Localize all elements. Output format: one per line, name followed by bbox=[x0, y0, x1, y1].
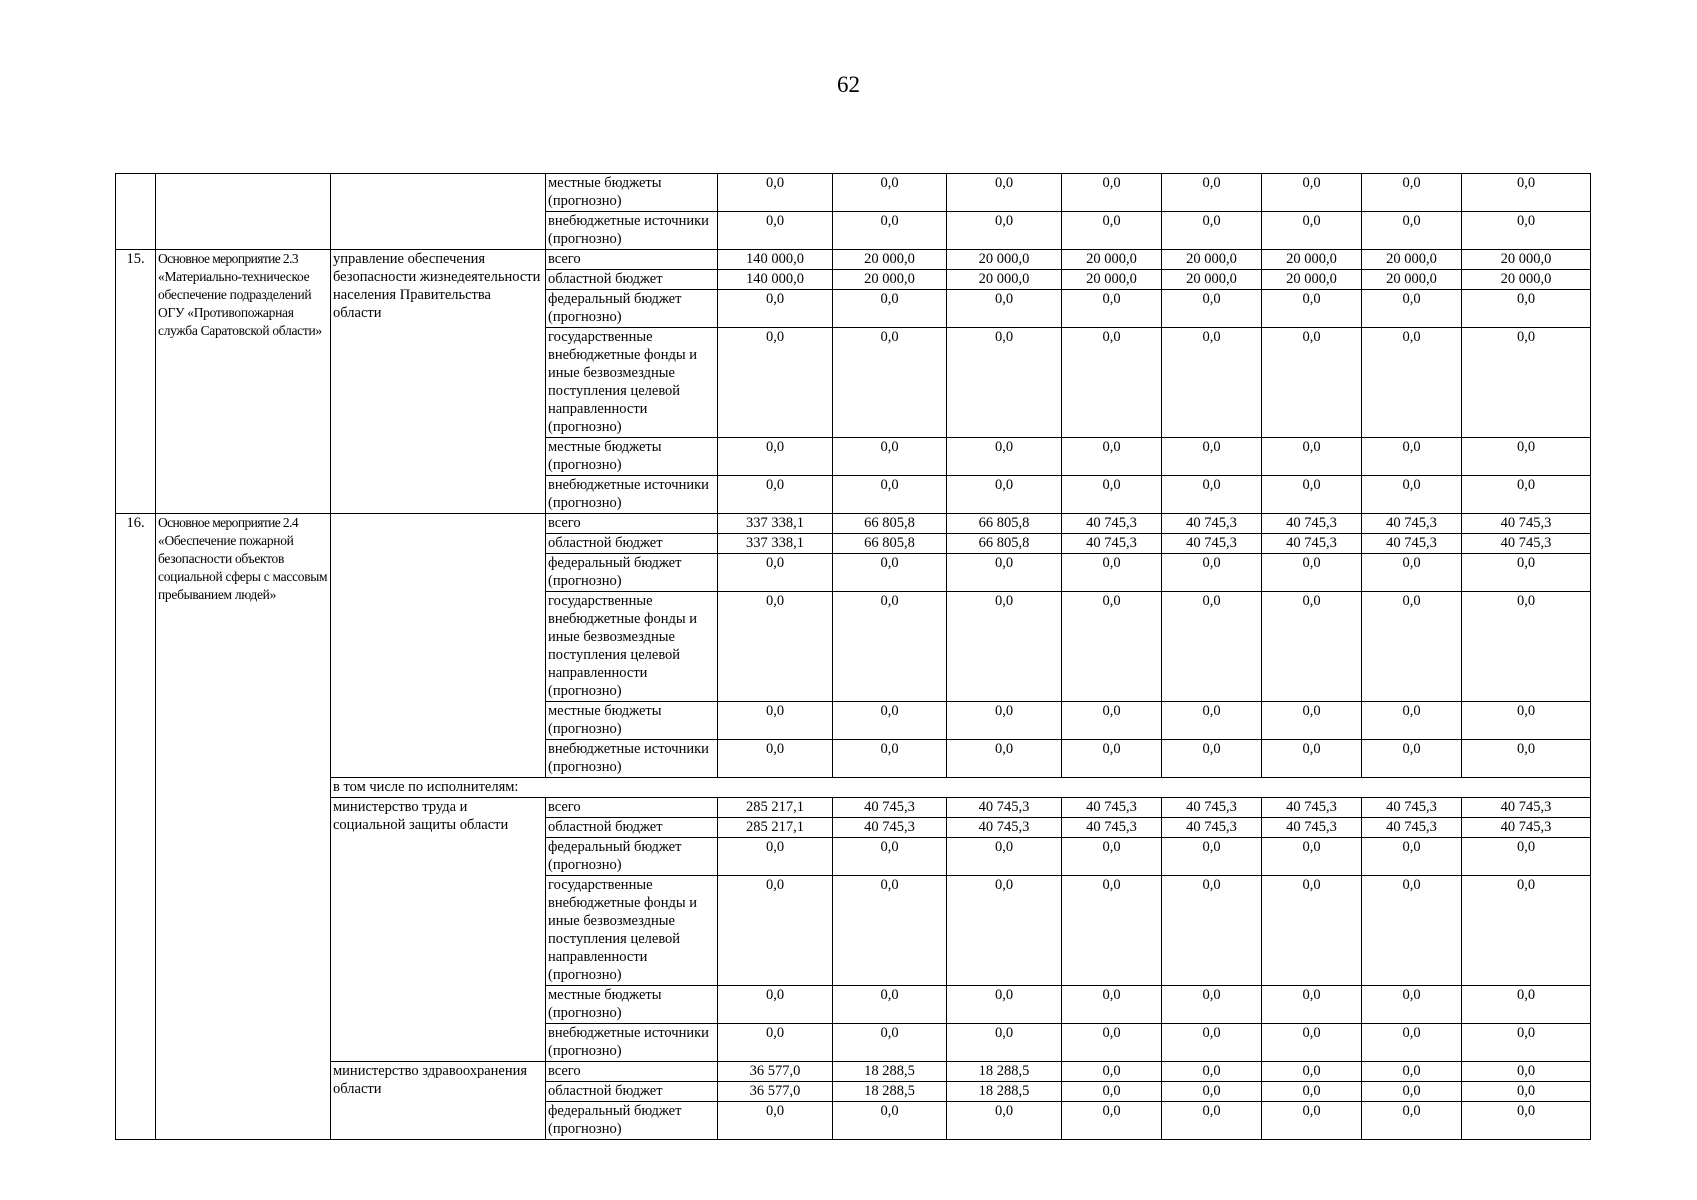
funding-source-cell: федеральный бюджет (прогнозно) bbox=[546, 1102, 718, 1140]
funding-source-cell: областной бюджет bbox=[546, 818, 718, 838]
value-cell: 40 745,3 bbox=[833, 798, 947, 818]
funding-source-cell: внебюджетные источники (прогнозно) bbox=[546, 1024, 718, 1062]
value-cell: 40 745,3 bbox=[833, 818, 947, 838]
executor-cell: министерство труда и социальной защиты области bbox=[331, 798, 546, 1062]
value-cell: 0,0 bbox=[1262, 1102, 1362, 1140]
value-cell: 0,0 bbox=[947, 554, 1062, 592]
value-cell: 0,0 bbox=[1362, 876, 1462, 986]
value-cell: 0,0 bbox=[1162, 838, 1262, 876]
funding-source-cell: местные бюджеты (прогнозно) bbox=[546, 174, 718, 212]
value-cell: 0,0 bbox=[1062, 328, 1162, 438]
value-cell: 66 805,8 bbox=[833, 514, 947, 534]
value-cell: 0,0 bbox=[1262, 1062, 1362, 1082]
value-cell: 20 000,0 bbox=[1362, 250, 1462, 270]
event-title: «Материально-техническое обеспечение подразделений ОГУ «Противопожарная служба Саратовской области» bbox=[158, 269, 322, 338]
value-cell: 0,0 bbox=[1462, 838, 1591, 876]
value-cell: 0,0 bbox=[718, 476, 833, 514]
value-cell: 0,0 bbox=[1462, 876, 1591, 986]
value-cell: 0,0 bbox=[947, 702, 1062, 740]
value-cell: 0,0 bbox=[833, 212, 947, 250]
value-cell: 20 000,0 bbox=[1162, 270, 1262, 290]
value-cell: 0,0 bbox=[1062, 476, 1162, 514]
value-cell: 20 000,0 bbox=[1462, 250, 1591, 270]
value-cell: 0,0 bbox=[1462, 592, 1591, 702]
value-cell: 0,0 bbox=[947, 212, 1062, 250]
value-cell: 40 745,3 bbox=[1262, 514, 1362, 534]
value-cell: 0,0 bbox=[1362, 290, 1462, 328]
event-title: «Обеспечение пожарной безопасности объектов социальной сферы с массовым пребыванием людей» bbox=[158, 533, 328, 602]
value-cell: 0,0 bbox=[1262, 702, 1362, 740]
event-name-cell bbox=[156, 250, 331, 514]
value-cell: 0,0 bbox=[1362, 986, 1462, 1024]
page-number: 62 bbox=[837, 72, 860, 97]
funding-source-cell: местные бюджеты (прогнозно) bbox=[546, 702, 718, 740]
value-cell: 0,0 bbox=[718, 702, 833, 740]
value-cell: 0,0 bbox=[1262, 174, 1362, 212]
value-cell: 0,0 bbox=[718, 1102, 833, 1140]
table-row bbox=[116, 798, 1591, 818]
value-cell: 40 745,3 bbox=[1462, 514, 1591, 534]
value-cell: 40 745,3 bbox=[947, 798, 1062, 818]
value-cell: 0,0 bbox=[1262, 328, 1362, 438]
value-cell: 285 217,1 bbox=[718, 798, 833, 818]
value-cell: 0,0 bbox=[833, 328, 947, 438]
value-cell: 0,0 bbox=[833, 1102, 947, 1140]
value-cell: 0,0 bbox=[947, 328, 1062, 438]
event-lead: Основное мероприятие 2.3 bbox=[158, 251, 299, 266]
funding-source-cell: областной бюджет bbox=[546, 534, 718, 554]
value-cell: 0,0 bbox=[947, 290, 1062, 328]
value-cell: 0,0 bbox=[833, 476, 947, 514]
value-cell: 40 745,3 bbox=[1062, 514, 1162, 534]
value-cell: 0,0 bbox=[833, 986, 947, 1024]
value-cell: 40 745,3 bbox=[1162, 818, 1262, 838]
funding-source-cell: областной бюджет bbox=[546, 1082, 718, 1102]
table-row bbox=[116, 174, 1591, 212]
value-cell: 0,0 bbox=[1462, 1102, 1591, 1140]
value-cell: 0,0 bbox=[1062, 1082, 1162, 1102]
value-cell: 0,0 bbox=[1162, 554, 1262, 592]
value-cell: 40 745,3 bbox=[1462, 534, 1591, 554]
executors-note: в том числе по исполнителям: bbox=[331, 778, 1591, 798]
table-row bbox=[116, 1062, 1591, 1082]
value-cell: 0,0 bbox=[718, 328, 833, 438]
event-name-cell bbox=[156, 174, 331, 250]
value-cell: 40 745,3 bbox=[1062, 534, 1162, 554]
value-cell: 0,0 bbox=[1162, 1102, 1262, 1140]
value-cell: 0,0 bbox=[1162, 328, 1262, 438]
value-cell: 40 745,3 bbox=[1162, 534, 1262, 554]
value-cell: 0,0 bbox=[1362, 1024, 1462, 1062]
value-cell: 0,0 bbox=[1262, 1082, 1362, 1102]
value-cell: 20 000,0 bbox=[1262, 250, 1362, 270]
event-name-cell bbox=[156, 514, 331, 1140]
value-cell: 0,0 bbox=[947, 986, 1062, 1024]
value-cell: 0,0 bbox=[1162, 1062, 1262, 1082]
value-cell: 0,0 bbox=[1362, 592, 1462, 702]
value-cell: 0,0 bbox=[718, 986, 833, 1024]
value-cell: 0,0 bbox=[1062, 438, 1162, 476]
value-cell: 0,0 bbox=[1162, 438, 1262, 476]
event-lead: Основное мероприятие 2.4 bbox=[158, 515, 299, 530]
value-cell: 0,0 bbox=[1362, 476, 1462, 514]
value-cell: 0,0 bbox=[1162, 1082, 1262, 1102]
value-cell: 0,0 bbox=[947, 876, 1062, 986]
value-cell: 0,0 bbox=[947, 740, 1062, 778]
value-cell: 0,0 bbox=[1362, 174, 1462, 212]
value-cell: 0,0 bbox=[833, 740, 947, 778]
value-cell: 40 745,3 bbox=[1362, 798, 1462, 818]
value-cell: 0,0 bbox=[1262, 438, 1362, 476]
value-cell: 40 745,3 bbox=[1462, 798, 1591, 818]
table-row bbox=[116, 778, 1591, 798]
value-cell: 0,0 bbox=[1362, 438, 1462, 476]
value-cell: 0,0 bbox=[1062, 1062, 1162, 1082]
value-cell: 40 745,3 bbox=[1262, 798, 1362, 818]
value-cell: 0,0 bbox=[1162, 1024, 1262, 1062]
value-cell: 20 000,0 bbox=[947, 270, 1062, 290]
row-number-cell: 15. bbox=[116, 250, 156, 514]
value-cell: 0,0 bbox=[833, 702, 947, 740]
value-cell: 0,0 bbox=[947, 476, 1062, 514]
value-cell: 0,0 bbox=[1062, 1102, 1162, 1140]
value-cell: 20 000,0 bbox=[1462, 270, 1591, 290]
value-cell: 0,0 bbox=[1162, 592, 1262, 702]
value-cell: 0,0 bbox=[1462, 986, 1591, 1024]
value-cell: 0,0 bbox=[1062, 554, 1162, 592]
value-cell: 66 805,8 bbox=[947, 534, 1062, 554]
value-cell: 0,0 bbox=[1062, 986, 1162, 1024]
value-cell: 0,0 bbox=[1362, 1062, 1462, 1082]
value-cell: 0,0 bbox=[1162, 174, 1262, 212]
value-cell: 0,0 bbox=[1062, 212, 1162, 250]
value-cell: 0,0 bbox=[1262, 554, 1362, 592]
value-cell: 0,0 bbox=[1262, 290, 1362, 328]
value-cell: 0,0 bbox=[1362, 838, 1462, 876]
value-cell: 0,0 bbox=[947, 592, 1062, 702]
value-cell: 0,0 bbox=[718, 876, 833, 986]
value-cell: 0,0 bbox=[833, 174, 947, 212]
funding-source-cell: внебюджетные источники (прогнозно) bbox=[546, 740, 718, 778]
value-cell: 0,0 bbox=[947, 174, 1062, 212]
value-cell: 0,0 bbox=[1062, 592, 1162, 702]
value-cell: 337 338,1 bbox=[718, 514, 833, 534]
value-cell: 0,0 bbox=[833, 838, 947, 876]
value-cell: 0,0 bbox=[1462, 1024, 1591, 1062]
value-cell: 18 288,5 bbox=[947, 1062, 1062, 1082]
row-number-cell: 16. bbox=[116, 514, 156, 1140]
funding-source-cell: всего bbox=[546, 798, 718, 818]
value-cell: 0,0 bbox=[1062, 290, 1162, 328]
funding-source-cell: государственные внебюджетные фонды и иные безвозмездные поступления целевой направленности (прогнозно) bbox=[546, 328, 718, 438]
value-cell: 0,0 bbox=[1462, 740, 1591, 778]
value-cell: 0,0 bbox=[833, 876, 947, 986]
value-cell: 20 000,0 bbox=[833, 270, 947, 290]
value-cell: 140 000,0 bbox=[718, 270, 833, 290]
value-cell: 0,0 bbox=[1362, 212, 1462, 250]
value-cell: 0,0 bbox=[1362, 740, 1462, 778]
value-cell: 0,0 bbox=[1462, 328, 1591, 438]
value-cell: 0,0 bbox=[833, 1024, 947, 1062]
value-cell: 40 745,3 bbox=[1062, 798, 1162, 818]
value-cell: 36 577,0 bbox=[718, 1062, 833, 1082]
value-cell: 20 000,0 bbox=[1262, 270, 1362, 290]
value-cell: 0,0 bbox=[1062, 876, 1162, 986]
value-cell: 0,0 bbox=[1362, 1102, 1462, 1140]
value-cell: 0,0 bbox=[1362, 1082, 1462, 1102]
funding-source-cell: государственные внебюджетные фонды и иные безвозмездные поступления целевой направленности (прогнозно) bbox=[546, 592, 718, 702]
value-cell: 40 745,3 bbox=[1162, 514, 1262, 534]
value-cell: 40 745,3 bbox=[947, 818, 1062, 838]
funding-source-cell: всего bbox=[546, 1062, 718, 1082]
value-cell: 0,0 bbox=[833, 592, 947, 702]
value-cell: 0,0 bbox=[718, 740, 833, 778]
value-cell: 140 000,0 bbox=[718, 250, 833, 270]
value-cell: 20 000,0 bbox=[1062, 270, 1162, 290]
value-cell: 0,0 bbox=[947, 838, 1062, 876]
value-cell: 0,0 bbox=[833, 554, 947, 592]
value-cell: 0,0 bbox=[947, 1102, 1062, 1140]
value-cell: 0,0 bbox=[1162, 876, 1262, 986]
value-cell: 40 745,3 bbox=[1362, 534, 1462, 554]
value-cell: 0,0 bbox=[1162, 476, 1262, 514]
funding-source-cell: областной бюджет bbox=[546, 270, 718, 290]
value-cell: 0,0 bbox=[718, 438, 833, 476]
value-cell: 20 000,0 bbox=[1362, 270, 1462, 290]
executor-cell: министерство здравоохранения области bbox=[331, 1062, 546, 1140]
value-cell: 0,0 bbox=[1362, 702, 1462, 740]
value-cell: 20 000,0 bbox=[1062, 250, 1162, 270]
funding-source-cell: федеральный бюджет (прогнозно) bbox=[546, 290, 718, 328]
funding-source-cell: федеральный бюджет (прогнозно) bbox=[546, 838, 718, 876]
value-cell: 337 338,1 bbox=[718, 534, 833, 554]
funding-source-cell: федеральный бюджет (прогнозно) bbox=[546, 554, 718, 592]
value-cell: 0,0 bbox=[718, 290, 833, 328]
value-cell: 0,0 bbox=[1062, 702, 1162, 740]
value-cell: 0,0 bbox=[833, 290, 947, 328]
value-cell: 0,0 bbox=[718, 174, 833, 212]
budget-table bbox=[115, 173, 1591, 1140]
value-cell: 20 000,0 bbox=[1162, 250, 1262, 270]
value-cell: 0,0 bbox=[1462, 702, 1591, 740]
value-cell: 0,0 bbox=[1462, 554, 1591, 592]
funding-source-cell: местные бюджеты (прогнозно) bbox=[546, 986, 718, 1024]
table-row bbox=[116, 250, 1591, 270]
value-cell: 36 577,0 bbox=[718, 1082, 833, 1102]
value-cell: 0,0 bbox=[1062, 740, 1162, 778]
executor-cell: управление обеспечения безопасности жизнедеятельности населения Правительства области bbox=[331, 250, 546, 514]
value-cell: 40 745,3 bbox=[1062, 818, 1162, 838]
value-cell: 0,0 bbox=[718, 554, 833, 592]
value-cell: 0,0 bbox=[1062, 1024, 1162, 1062]
value-cell: 0,0 bbox=[1062, 174, 1162, 212]
funding-source-cell: внебюджетные источники (прогнозно) bbox=[546, 476, 718, 514]
value-cell: 0,0 bbox=[1462, 1082, 1591, 1102]
value-cell: 0,0 bbox=[1162, 290, 1262, 328]
value-cell: 0,0 bbox=[1462, 438, 1591, 476]
value-cell: 0,0 bbox=[1362, 328, 1462, 438]
value-cell: 0,0 bbox=[1262, 986, 1362, 1024]
value-cell: 0,0 bbox=[1162, 212, 1262, 250]
executor-cell bbox=[331, 174, 546, 250]
value-cell: 18 288,5 bbox=[833, 1082, 947, 1102]
funding-source-cell: всего bbox=[546, 514, 718, 534]
value-cell: 285 217,1 bbox=[718, 818, 833, 838]
value-cell: 40 745,3 bbox=[1262, 818, 1362, 838]
funding-source-cell: всего bbox=[546, 250, 718, 270]
value-cell: 18 288,5 bbox=[947, 1082, 1062, 1102]
value-cell: 40 745,3 bbox=[1462, 818, 1591, 838]
value-cell: 0,0 bbox=[1462, 212, 1591, 250]
value-cell: 0,0 bbox=[1262, 212, 1362, 250]
value-cell: 40 745,3 bbox=[1162, 798, 1262, 818]
value-cell: 0,0 bbox=[1462, 1062, 1591, 1082]
table-row bbox=[116, 514, 1591, 534]
value-cell: 20 000,0 bbox=[947, 250, 1062, 270]
value-cell: 40 745,3 bbox=[1362, 818, 1462, 838]
value-cell: 0,0 bbox=[1262, 876, 1362, 986]
value-cell: 0,0 bbox=[1062, 838, 1162, 876]
value-cell: 0,0 bbox=[718, 592, 833, 702]
value-cell: 40 745,3 bbox=[1262, 534, 1362, 554]
value-cell: 0,0 bbox=[718, 212, 833, 250]
funding-source-cell: внебюджетные источники (прогнозно) bbox=[546, 212, 718, 250]
value-cell: 0,0 bbox=[1462, 290, 1591, 328]
executor-cell bbox=[331, 514, 546, 778]
value-cell: 0,0 bbox=[1162, 986, 1262, 1024]
value-cell: 0,0 bbox=[1462, 476, 1591, 514]
value-cell: 0,0 bbox=[833, 438, 947, 476]
value-cell: 0,0 bbox=[718, 838, 833, 876]
value-cell: 66 805,8 bbox=[833, 534, 947, 554]
value-cell: 0,0 bbox=[1262, 740, 1362, 778]
funding-source-cell: местные бюджеты (прогнозно) bbox=[546, 438, 718, 476]
value-cell: 0,0 bbox=[1262, 838, 1362, 876]
value-cell: 0,0 bbox=[1262, 476, 1362, 514]
value-cell: 66 805,8 bbox=[947, 514, 1062, 534]
funding-source-cell: государственные внебюджетные фонды и иные безвозмездные поступления целевой направленности (прогнозно) bbox=[546, 876, 718, 986]
value-cell: 20 000,0 bbox=[833, 250, 947, 270]
value-cell: 0,0 bbox=[947, 438, 1062, 476]
value-cell: 0,0 bbox=[1162, 740, 1262, 778]
value-cell: 0,0 bbox=[1362, 554, 1462, 592]
value-cell: 0,0 bbox=[947, 1024, 1062, 1062]
value-cell: 0,0 bbox=[1262, 1024, 1362, 1062]
value-cell: 18 288,5 bbox=[833, 1062, 947, 1082]
value-cell: 0,0 bbox=[1162, 702, 1262, 740]
value-cell: 40 745,3 bbox=[1362, 514, 1462, 534]
value-cell: 0,0 bbox=[1262, 592, 1362, 702]
value-cell: 0,0 bbox=[718, 1024, 833, 1062]
row-number-cell bbox=[116, 174, 156, 250]
value-cell: 0,0 bbox=[1462, 174, 1591, 212]
